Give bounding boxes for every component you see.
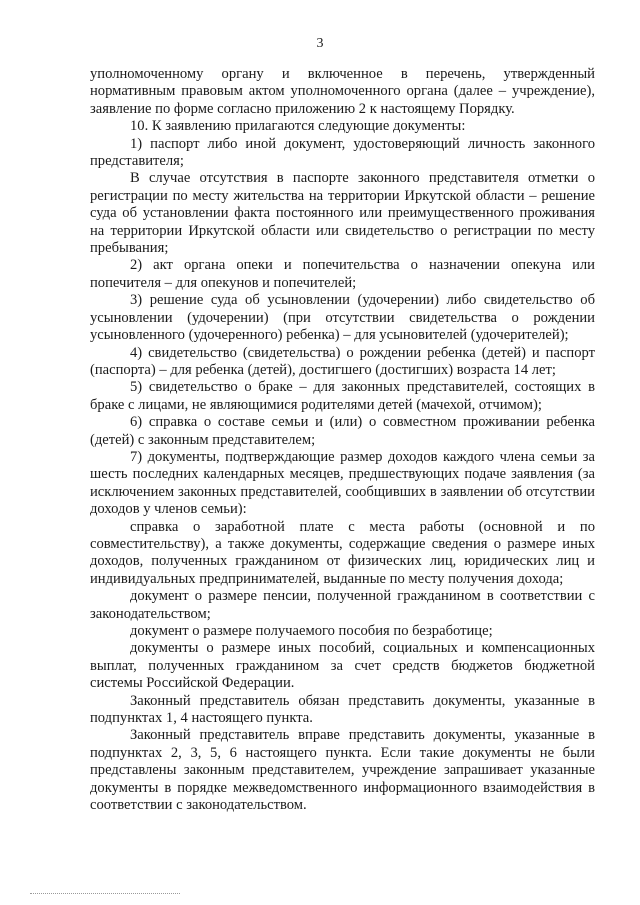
paragraph-subitem-4: 4) свидетельство (свидетельства) о рождении ребенка (детей) и паспорт (паспорта) – для ребенка (детей), достигшего (достигших) возраста 14 лет; xyxy=(90,344,595,378)
paragraph-subitem-1: 1) паспорт либо иной документ, удостоверяющий личность законного представителя; xyxy=(90,135,595,170)
paragraph-income-salary: справка о заработной плате с места работы (основной и по совместительству), а также документы, содержащие сведения о размере иных доходов, полученных гражданином от физических лиц, юридических лиц и индивидуальных предпринимателей, выданные по месту получения дохода; xyxy=(90,518,595,587)
paragraph-registration-note: В случае отсутствия в паспорте законного представителя отметки о регистрации по месту жительства на территории Иркутской области – решение суда об установлении факта постоянного или преимущественного проживания на территории Иркутской области или свидетельство о регистрации по месту пребывания; xyxy=(90,170,595,257)
paragraph-income-pension: документ о размере пенсии, полученной гражданином в соответствии с законодательством; xyxy=(90,588,595,622)
paragraph-subitem-3: 3) решение суда об усыновлении (удочерении) либо свидетельство об усыновлении (удочерении) (при отсутствии свидетельства о рождении усыновленного (удочеренного) ребенка) – для усыновителей (удочерителей); xyxy=(90,292,595,344)
paragraph-subitem-7: 7) документы, подтверждающие размер доходов каждого члена семьи за шесть последних календарных месяцев, предшествующих подаче заявления (за исключением законных представителей, сообщивших в заявлении об отсутствии доходов у членов семьи): xyxy=(90,448,595,518)
paragraph-subitem-2: 2) акт органа опеки и попечительства о назначении опекуна или попечителя – для опекунов и попечителей; xyxy=(90,257,595,291)
paragraph-continuation: уполномоченному органу и включенное в перечень, утвержденный нормативным правовым актом уполномоченного органа (далее – учреждение), заявление по форме согласно приложению 2 к настоящему Порядку. xyxy=(90,66,595,117)
page-number: 3 xyxy=(316,36,324,51)
paragraph-obligation: Законный представитель обязан представить документы, указанные в подпунктах 1, 4 настоящего пункта. xyxy=(90,692,595,727)
document-body xyxy=(90,66,595,814)
paragraph-optional-documents: Законный представитель вправе представить документы, указанные в подпунктах 2, 3, 5, 6 настоящего пункта. Если такие документы не были представлены законным представителем, учреждение запрашивает указанные документы в порядке межведомственного информационного взаимодействия в соответствии с законодательством. xyxy=(90,727,595,814)
paragraph-income-unemployment: документ о размере получаемого пособия по безработице; xyxy=(130,623,493,639)
paragraph-subitem-5: 5) свидетельство о браке – для законных представителей, состоящих в браке с лицами, не являющимися родителями детей (мачехой, отчимом); xyxy=(90,379,595,413)
paragraph-item-10: 10. К заявлению прилагаются следующие документы: xyxy=(130,118,466,135)
footer-divider xyxy=(30,893,180,894)
paragraph-income-benefits: документы о размере иных пособий, социальных и компенсационных выплат, полученных гражданином за счет средств бюджетов бюджетной системы Российской Федерации. xyxy=(90,640,595,692)
paragraph-subitem-6: 6) справка о составе семьи и (или) о совместном проживании ребенка (детей) с законным представителем; xyxy=(90,414,595,448)
